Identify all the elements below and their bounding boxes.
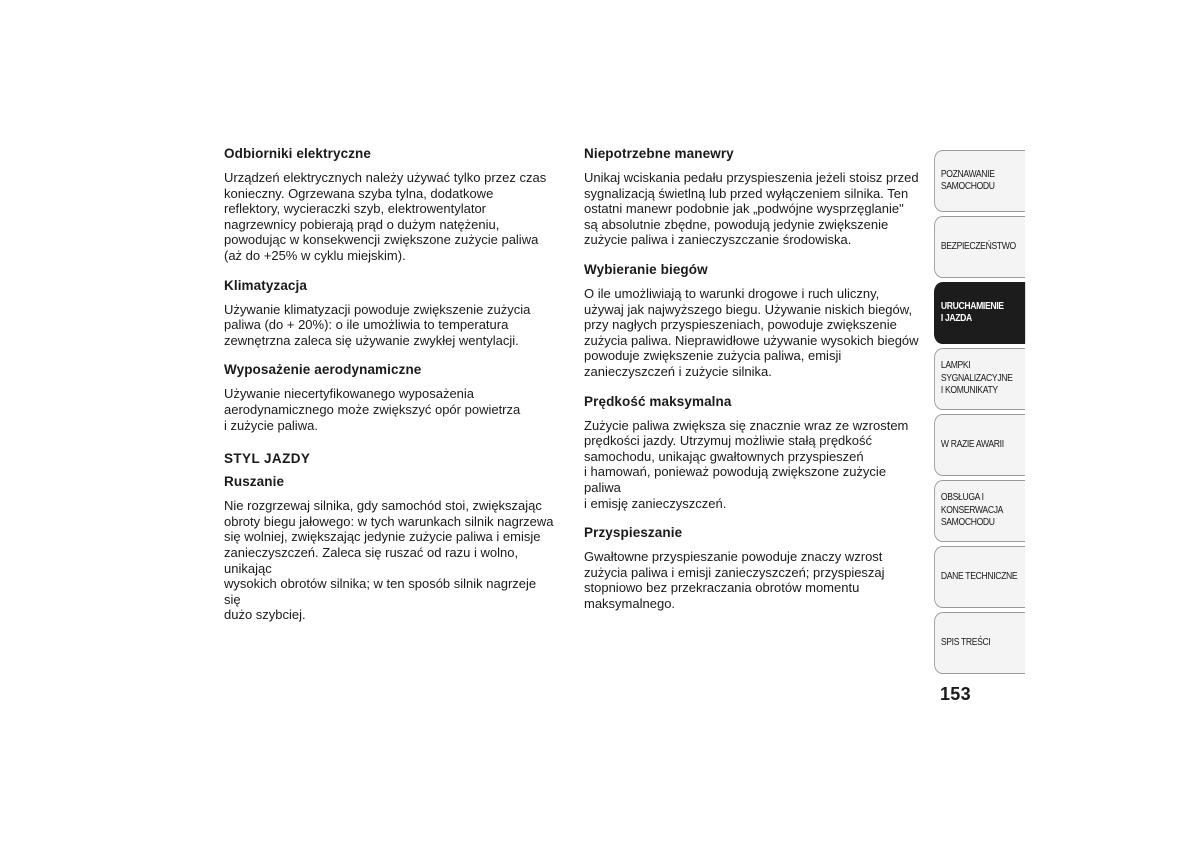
section-title-styl-jazdy: STYL JAZDY (224, 451, 311, 467)
tab-dane-techniczne[interactable]: DANE TECHNICZNE (934, 546, 1025, 608)
heading-przyspieszanie: Przyspieszanie (584, 525, 683, 541)
tab-poznawanie-samochodu[interactable]: POZNAWANIE SAMOCHODU (934, 150, 1025, 212)
heading-wyposazenie: Wyposażenie aerodynamiczne (224, 362, 422, 378)
heading-manewry: Niepotrzebne manewry (584, 146, 734, 161)
paragraph-ruszanie: Nie rozgrzewaj silnika, gdy samochód stoi, zwiększając obroty biegu jałowego: w tych warunkach silnik nagrzewa się wolniej, zwiększając jedynie zużycie paliwa i emisje zanieczyszczeń. Zaleca się ruszać od razu i wolno, unikając wysokich obrotów silnika; w ten sposób silnik nagrzeje się dużo szybciej. (224, 498, 554, 623)
paragraph-biegi: O ile umożliwiają to warunki drogowe i ruch uliczny, używaj jak najwyższego biegu. Używanie niskich biegów, przy nagłych przyspieszeniach, powoduje zwiększenie zużycia paliwa. Nieprawidłowe używanie wysokich biegów powoduje zwiększenie zużycia paliwa, emisji zanieczyszczeń i zużycie silnika. (584, 285, 919, 379)
paragraph-wyposazenie: Używanie niecertyfikowanego wyposażenia aerodynamicznego może zwiększyć opór powietrza i zużycie paliwa. (224, 386, 521, 433)
paragraph-klimatyzacja: Używanie klimatyzacji powoduje zwiększenie zużycia paliwa (do + 20%): o ile umożliwia to temperatura zewnętrzna zaleca się używanie zwykłej wentylacji. (224, 301, 531, 348)
tab-lampki-sygnalizacyjne[interactable]: LAMPKI SYGNALIZACYJNE I KOMUNIKATY (934, 348, 1025, 410)
right-column (584, 145, 926, 624)
tab-bezpieczenstwo[interactable]: BEZPIECZEŃSTWO (934, 216, 1025, 278)
paragraph-manewry: Unikaj wciskania pedału przyspieszenia jeżeli stoisz przed sygnalizacją świetlną lub przed wyłączeniem silnika. Ten ostatni manewr podobnie jak „podwójne wysprzęglanie" są absolutnie zbędne, powodują jedynie zwiększenie zużycie paliwa i zanieczyszczanie środowiska. (584, 170, 919, 248)
tab-uruchamienie-i-jazda[interactable]: URUCHAMIENIE I JAZDA (934, 282, 1025, 344)
heading-predkosc: Prędkość maksymalna (584, 393, 732, 409)
chapter-tabs (934, 150, 1025, 678)
tab-spis-tresci[interactable]: SPIS TREŚCI (934, 612, 1025, 674)
heading-biegi: Wybieranie biegów (584, 261, 708, 277)
tab-w-razie-awarii[interactable]: W RAZIE AWARII (934, 414, 1025, 476)
paragraph-predkosc: Zużycie paliwa zwiększa się znacznie wraz ze wzrostem prędkości jazdy. Utrzymuj możliwie stałą prędkość samochodu, unikając gwałtownych przyspieszeń i hamowań, ponieważ powodują zwiększone zużycie paliwa i emisję zanieczyszczeń. (584, 417, 909, 511)
page-number: 153 (940, 684, 971, 704)
paragraph-przyspieszanie: Gwałtowne przyspieszanie powoduje znaczy wzrost zużycia paliwa i emisji zanieczyszczeń; przyspieszaj stopniowo bez przekraczania obrotów momentu maksymalnego. (584, 549, 885, 611)
heading-klimatyzacja: Klimatyzacja (224, 277, 307, 293)
heading-odbiorniki: Odbiorniki elektryczne (224, 146, 371, 161)
tab-obsluga-i-konserwacja[interactable]: OBSŁUGA I KONSERWACJA SAMOCHODU (934, 480, 1025, 542)
left-column (224, 145, 556, 636)
heading-ruszanie: Ruszanie (224, 474, 285, 490)
paragraph-odbiorniki: Urządzeń elektrycznych należy używać tylko przez czas konieczny. Ogrzewana szyba tylna, dodatkowe reflektory, wycieraczki szyb, elektrowentylator nagrzewnicy pobierają prąd o dużym natężeniu, powodując w konsekwencji zwiększone zużycie paliwa (aż do +25% w cyklu miejskim). (224, 170, 547, 263)
